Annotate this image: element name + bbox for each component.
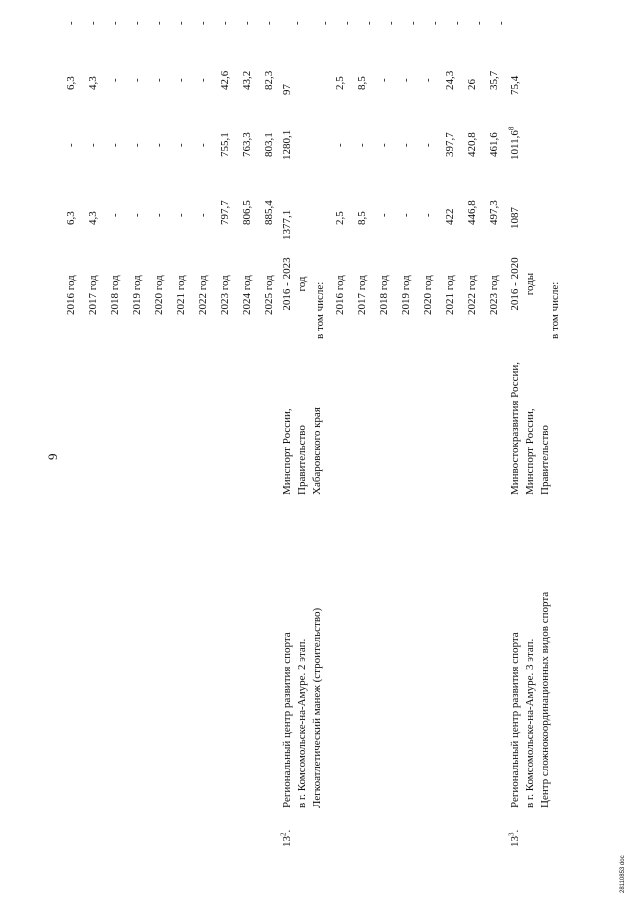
block-a-row-3-year: 2020 год <box>153 275 165 315</box>
footer-doc-code: 28110853 doc <box>620 855 626 893</box>
block-a-row-1-federal: - <box>109 143 121 147</box>
dash-col-2: - <box>109 21 121 25</box>
dash-col-9: - <box>263 21 275 25</box>
block-a-row-4-year: 2021 год <box>175 275 187 315</box>
dash-col-7: - <box>219 21 231 25</box>
item-13-2-row-5-federal: 397,7 <box>444 132 456 157</box>
block-a-row-5-year: 2022 год <box>197 275 209 315</box>
item-13-2-row-2-year: 2018 год <box>378 275 390 315</box>
item-13-2-row-7-year: 2023 год <box>488 275 500 315</box>
dash-col-11: - <box>319 21 331 25</box>
item-13-2-total: 1377,1 <box>281 209 293 240</box>
item-13-2-row-3-total: - <box>400 213 412 217</box>
item-13-3-period: 2016 - 2020 годы <box>509 257 536 311</box>
top-row-federal: - <box>65 143 77 147</box>
block-a-row-6-federal: 755,1 <box>219 132 231 157</box>
item-13-2-row-7-federal: 461,6 <box>488 132 500 157</box>
block-a-row-7-total: 806,5 <box>241 200 253 225</box>
dash-col-10: - <box>291 21 303 25</box>
item-13-2-row-0-year: 2016 год <box>334 275 346 315</box>
dash-col-4: - <box>153 21 165 25</box>
block-a-row-3-regional: - <box>153 78 165 82</box>
block-a-row-6-total: 797,7 <box>219 200 231 225</box>
block-a-row-3-federal: - <box>153 143 165 147</box>
dash-col-13: - <box>363 21 375 25</box>
item-13-2-row-3-regional: - <box>400 78 412 82</box>
block-a-row-8-total: 885,4 <box>263 200 275 225</box>
item-13-2-federal: 1280,1 <box>281 129 293 160</box>
item-13-2-row-5-year: 2021 год <box>444 275 456 315</box>
item-13-3-name: Региональный центр развития спорта в г. Комсомольске-на-Амуре. 3 этап. Центр сложнокоординационных видов спорта <box>509 591 551 808</box>
item-13-2-row-3-year: 2019 год <box>400 275 412 315</box>
item-13-2-row-4-total: - <box>422 213 434 217</box>
dash-col-8: - <box>241 21 253 25</box>
item-13-2-row-4-federal: - <box>422 143 434 147</box>
top-row-regional: 6,3 <box>65 76 77 90</box>
item-13-2-row-1-regional: 8,5 <box>356 76 368 90</box>
item-13-3-agency: Минвостокразвития России, Минспорт России, Правительство <box>509 361 551 495</box>
block-a-row-6-regional: 42,6 <box>219 70 231 90</box>
block-a-row-0-federal: - <box>87 143 99 147</box>
block-a-row-0-total: 4,3 <box>87 211 99 225</box>
item-13-2-row-2-federal: - <box>378 143 390 147</box>
dash-col-6: - <box>197 21 209 25</box>
dash-col-19: - <box>495 21 507 25</box>
item-13-2-row-7-total: 497,3 <box>488 200 500 225</box>
dash-col-3: - <box>131 21 143 25</box>
block-a-row-5-regional: - <box>197 78 209 82</box>
dash-col-16: - <box>429 21 441 25</box>
dash-col-17: - <box>451 21 463 25</box>
item-13-2-name: Региональный центр развития спорта в г. Комсомольске-на-Амуре. 2 этап. Легкоатлетический манеж (строительство) <box>281 607 323 808</box>
block-a-row-6-year: 2023 год <box>219 275 231 315</box>
block-a-row-2-regional: - <box>131 78 143 82</box>
top-row-total: 6,3 <box>65 211 77 225</box>
item-13-2-number: $13^2$. <box>279 829 293 847</box>
item-13-2-row-1-federal: - <box>356 143 368 147</box>
item-13-2-row-2-total: - <box>378 213 390 217</box>
item-13-2-period: 2016 - 2023 год <box>281 257 308 311</box>
item-13-2-row-0-regional: 2,5 <box>334 76 346 90</box>
dash-col-12: - <box>341 21 353 25</box>
dash-col-18: - <box>473 21 485 25</box>
block-a-row-5-federal: - <box>197 143 209 147</box>
block-a-row-0-year: 2017 год <box>87 275 99 315</box>
item-13-2-row-5-regional: 24,3 <box>444 70 456 90</box>
dash-col-5: - <box>175 21 187 25</box>
item-13-3-regional: 75,4 <box>509 75 521 95</box>
item-13-2-row-1-total: 8,5 <box>356 211 368 225</box>
item-13-2-row-0-federal: - <box>334 143 346 147</box>
block-a-row-8-regional: 82,3 <box>263 70 275 90</box>
item-13-3-number: $13^3$. <box>507 829 521 847</box>
item-13-2-row-6-year: 2022 год <box>466 275 478 315</box>
block-a-row-2-total: - <box>131 213 143 217</box>
item-13-3-federal: 1011,6$^8$ <box>507 126 521 160</box>
block-a-row-1-total: - <box>109 213 121 217</box>
item-13-2-row-3-federal: - <box>400 143 412 147</box>
dash-col-0: - <box>65 21 77 25</box>
item-13-2-row-5-total: 422 <box>444 208 456 225</box>
block-a-row-7-year: 2024 год <box>241 275 253 315</box>
top-row-year: 2016 год <box>65 275 77 315</box>
dash-col-15: - <box>407 21 419 25</box>
block-a-row-7-federal: 763,3 <box>241 132 253 157</box>
item-13-2-row-0-total: 2,5 <box>334 211 346 225</box>
block-a-row-0-regional: 4,3 <box>87 76 99 90</box>
item-13-2-including-label: в том числе: <box>314 281 326 339</box>
item-13-2-row-6-total: 446,8 <box>466 200 478 225</box>
item-13-3-total: 1087 <box>509 207 521 229</box>
block-a-row-5-total: - <box>197 213 209 217</box>
item-13-2-row-6-federal: 420,8 <box>466 132 478 157</box>
block-a-row-2-federal: - <box>131 143 143 147</box>
dash-col-14: - <box>385 21 397 25</box>
item-13-2-agency: Минспорт России, Правительство Хабаровского края <box>281 407 323 495</box>
block-a-row-2-year: 2019 год <box>131 275 143 315</box>
item-13-2-row-4-year: 2020 год <box>422 275 434 315</box>
block-a-row-1-year: 2018 год <box>109 275 121 315</box>
item-13-2-row-6-regional: 26 <box>466 79 478 90</box>
block-a-row-8-federal: 803,1 <box>263 132 275 157</box>
item-13-3-including-label: в том числе: <box>549 281 561 339</box>
page-number: 9 <box>45 453 60 460</box>
block-a-row-4-total: - <box>175 213 187 217</box>
block-a-row-3-total: - <box>153 213 165 217</box>
dash-col-1: - <box>87 21 99 25</box>
block-a-row-7-regional: 43,2 <box>241 70 253 90</box>
block-a-row-8-year: 2025 год <box>263 275 275 315</box>
block-a-row-4-regional: - <box>175 78 187 82</box>
item-13-2-row-2-regional: - <box>378 78 390 82</box>
block-a-row-1-regional: - <box>109 78 121 82</box>
item-13-2-row-7-regional: 35,7 <box>488 70 500 90</box>
item-13-2-row-1-year: 2017 год <box>356 275 368 315</box>
item-13-2-row-4-regional: - <box>422 78 434 82</box>
item-13-2-regional: 97 <box>281 84 293 95</box>
block-a-row-4-federal: - <box>175 143 187 147</box>
